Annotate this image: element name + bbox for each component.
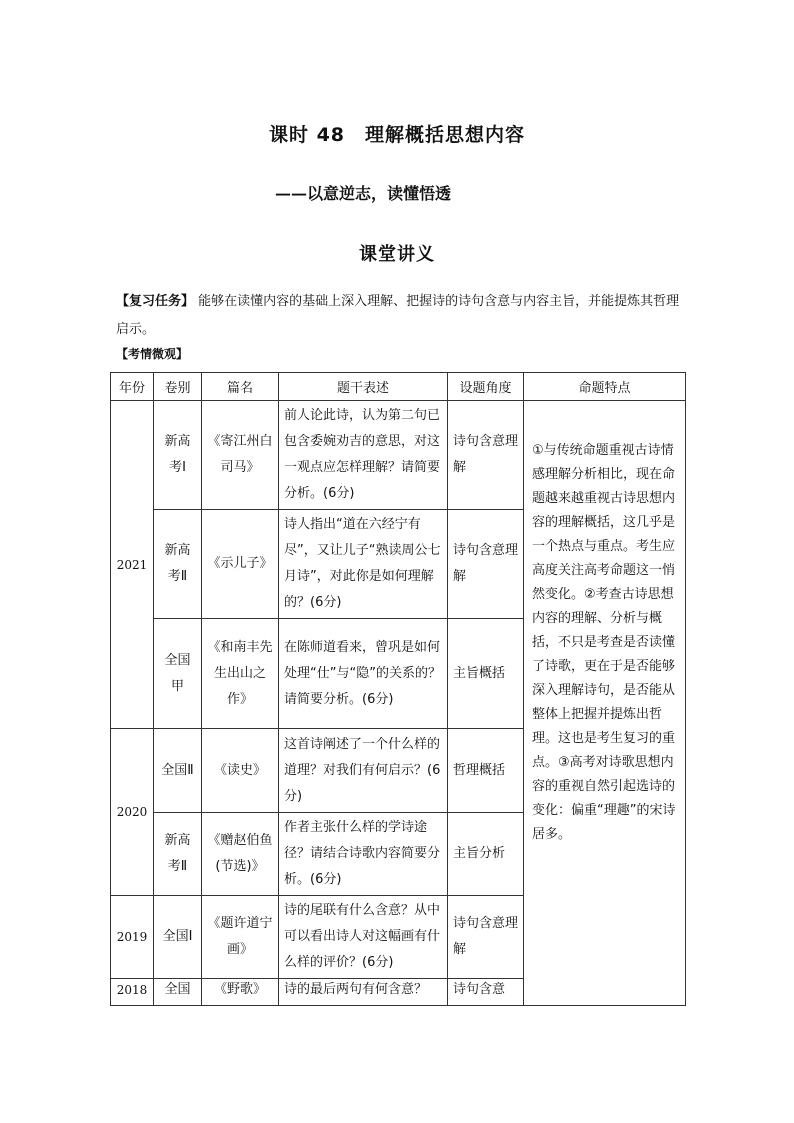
title-cell: 《野歌》 <box>202 979 279 1006</box>
angle-cell: 诗句含意理解 <box>448 510 524 619</box>
paper-cell: 新高考Ⅱ <box>154 813 202 896</box>
exam-overview-tag: 【考情微观】 <box>116 347 189 361</box>
features-cell: ①与传统命题重视古诗情感理解分析相比，现在命题越来越重视古诗思想内容的理解概括，这几乎是一个热点与重点。考生应高度关注高考命题这一悄然变化。②考查古诗思想内容的理解、分析与概括，不只是考查是否读懂了诗歌，更在于是否能够深入理解诗句，是否能从整体上把握并提炼出哲理。这也是考生复习的重点。③高考对诗歌思想内容的重视自然引起选诗的变化：偏重“理趣”的宋诗居多。 <box>524 401 686 1006</box>
question-cell: 这首诗阐述了一个什么样的道理？对我们有何启示？(6分) <box>279 729 448 813</box>
paper-cell: 全国Ⅱ <box>154 729 202 813</box>
year-cell: 2021 <box>111 401 154 729</box>
header-year: 年份 <box>111 373 154 401</box>
page-title: 课时 48 理解概括思想内容 <box>268 124 526 146</box>
angle-cell: 主旨分析 <box>448 813 524 896</box>
title-cell: 《寄江州白司马》 <box>202 401 279 510</box>
title-cell: 《示儿子》 <box>202 510 279 619</box>
angle-cell: 哲理概括 <box>448 729 524 813</box>
title-cell: 《和南丰先生出山之作》 <box>202 619 279 729</box>
question-cell: 在陈师道看来，曾巩是如何处理“仕”与“隐”的关系的？请简要分析。(6分) <box>279 619 448 729</box>
header-question: 题干表述 <box>279 373 448 401</box>
review-task-tag: 【复习任务】 <box>116 294 195 309</box>
paper-cell: 全国Ⅰ <box>154 896 202 979</box>
table-row <box>111 401 686 510</box>
year-cell: 2018 <box>111 979 154 1006</box>
question-cell: 作者主张什么样的学诗途径？请结合诗歌内容简要分析。(6分) <box>279 813 448 896</box>
review-task-text: 能够在读懂内容的基础上深入理解、把握诗的诗句含意与内容主旨，并能提炼其哲理启示。 <box>116 294 680 337</box>
exam-table <box>110 372 686 1006</box>
question-cell: 诗的尾联有什么含意？从中可以看出诗人对这幅画有什么样的评价？(6分) <box>279 896 448 979</box>
title-cell: 《读史》 <box>202 729 279 813</box>
year-cell: 2019 <box>111 896 154 979</box>
year-cell: 2020 <box>111 729 154 896</box>
angle-cell: 诗句含意理解 <box>448 896 524 979</box>
question-cell: 诗人指出“道在六经宁有尽”，又让儿子“熟读周公七月诗”，对此你是如何理解的？(6分) <box>279 510 448 619</box>
angle-cell: 诗句含意 <box>448 979 524 1006</box>
paper-cell: 新高考Ⅰ <box>154 401 202 510</box>
table-header-row <box>111 373 686 401</box>
question-cell: 前人论此诗，认为第二句已包含委婉劝吉的意思，对这一观点应怎样理解？请简要分析。(6分) <box>279 401 448 510</box>
question-cell: 诗的最后两句有何含意？ <box>279 979 448 1006</box>
angle-cell: 主旨概括 <box>448 619 524 729</box>
paper-cell: 新高考Ⅱ <box>154 510 202 619</box>
title-cell: 《赠赵伯鱼(节选)》 <box>202 813 279 896</box>
section-title: 课堂讲义 <box>359 244 435 265</box>
review-task <box>116 288 686 344</box>
title-cell: 《题许道宁画》 <box>202 896 279 979</box>
header-angle: 设题角度 <box>448 373 524 401</box>
header-features: 命题特点 <box>524 373 686 401</box>
header-title: 篇名 <box>202 373 279 401</box>
paper-cell: 全国甲 <box>154 619 202 729</box>
paper-cell: 全国 <box>154 979 202 1006</box>
page-subtitle: ——以意逆志，读懂悟透 <box>275 184 452 203</box>
angle-cell: 诗句含意理解 <box>448 401 524 510</box>
header-paper: 卷别 <box>154 373 202 401</box>
